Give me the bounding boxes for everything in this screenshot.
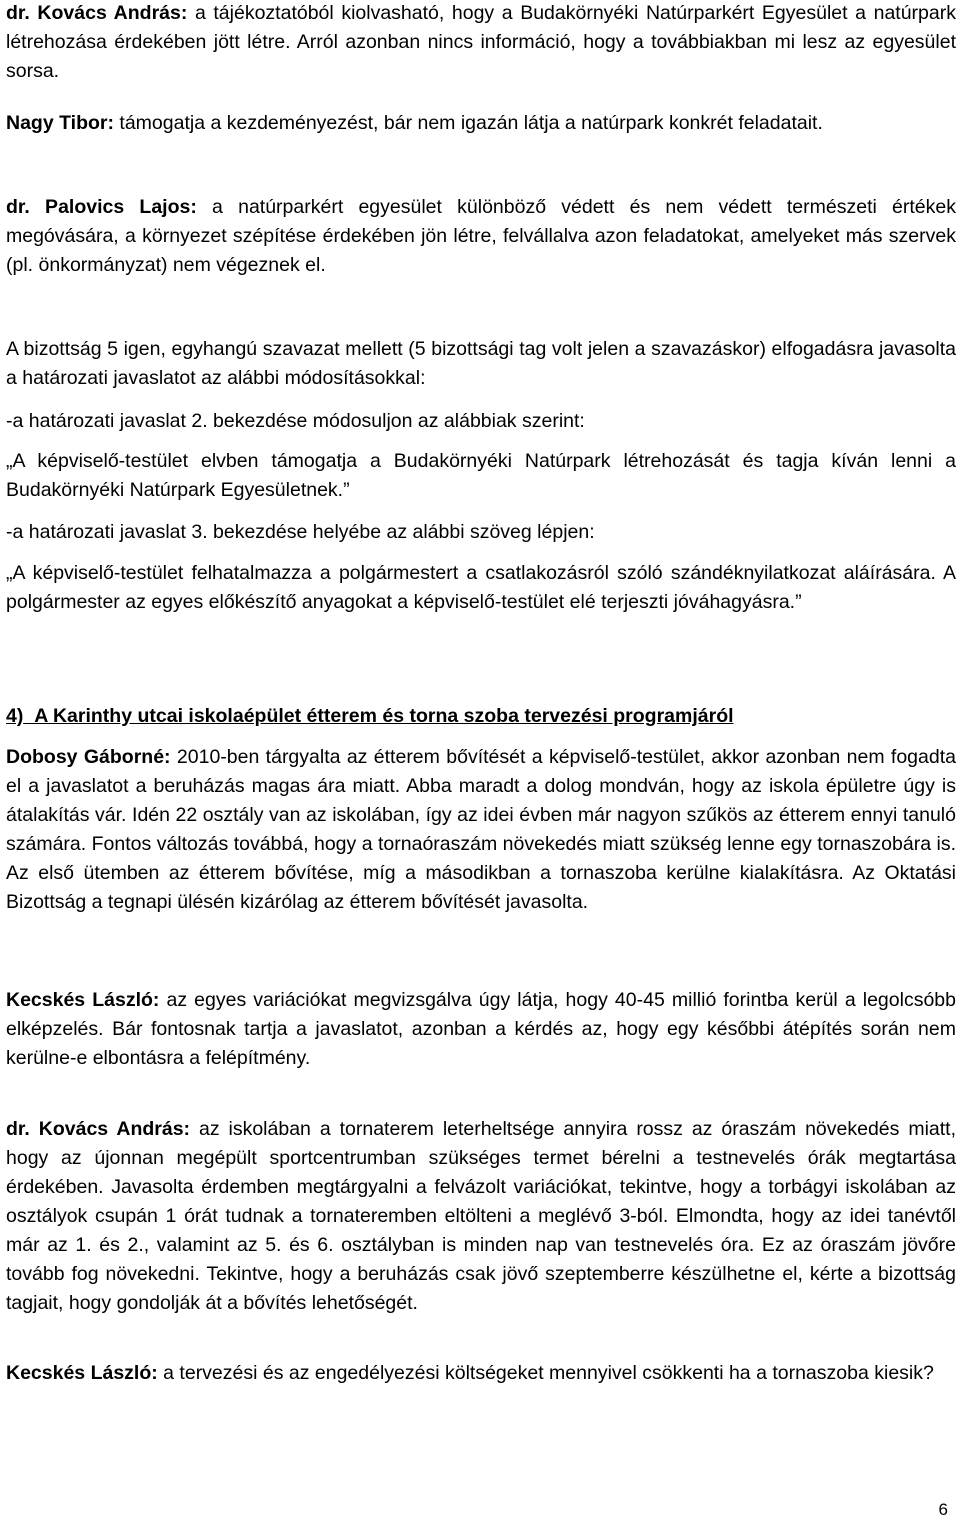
paragraph-text: támogatja a kezdeményezést, bár nem igazán látja a natúrpark konkrét feladatait. xyxy=(113,112,823,134)
paragraph-nagy xyxy=(6,109,956,138)
section-heading xyxy=(6,702,956,731)
paragraph-committee-vote: A bizottság 5 igen, egyhangú szavazat mellett (5 bizottsági tag volt jelen a szavazáskor) elfogadásra javasolta a határozati javaslatot az alábbi módosításokkal: xyxy=(6,338,956,389)
section-title: A Karinthy utcai iskolaépület étterem és torna szoba tervezési programjáról xyxy=(34,705,734,727)
speaker-name: dr. Kovács András: xyxy=(6,1118,191,1140)
paragraph-text: 2010-ben tárgyalta az étterem bővítését a képviselő-testület, akkor azonban nem fogadta el a javaslatot a beruházás magas ára miatt. Abba maradt a dolog mondván, hogy az iskola épületre úgy is átalakítás vár. Idén 22 osztály van az iskolában, így az idei évben már nagyon szűkös az étterem ennyi tanuló számára. Fontos változás továbbá, hogy a tornaóraszám növekedés miatt szükség lenne egy tornaszobára is. Az első ütemben az étterem bővítése, míg a másodikban a tornaszoba kerülne kialakításra. Az Oktatási Bizottság a tegnapi ülésén kizárólag az étterem bővítését javasolta. xyxy=(6,746,956,913)
paragraph-text: a tervezési és az engedélyezési költségeket mennyivel csökkenti ha a tornaszoba kiesik? xyxy=(157,1362,934,1384)
speaker-name: Kecskés László: xyxy=(6,1362,158,1384)
paragraph-text: a natúrparkért egyesület különböző védett és nem védett természeti értékek megóvására, a környezet szépítése érdekében jön létre, felvállalva azon feladatokat, amelyeket más szervek (pl. önkormányzat) nem végeznek el. xyxy=(6,196,956,276)
section-number: 4) xyxy=(6,705,24,727)
paragraph-kecskes-1 xyxy=(6,986,956,1073)
page-number: 6 xyxy=(938,1500,948,1519)
paragraph-kovacs-2 xyxy=(6,1115,956,1318)
paragraph-text: az iskolában a tornaterem leterheltsége annyira rossz az óraszám növekedés miatt, hogy az újonnan megépült sportcentrumban szükséges termet bérelni a testnevelés órák megtartása érdekében. Javasolta érdemben megtárgyalni a felvázolt variációkat, tekintve, hogy a torbágyi iskolában az osztályok csupán 1 órát tudnak a tornateremben eltölteni a meglévő 3-ból. Elmondta, hogy az idei tanévtől már az 1. és 2., valamint az 5. és 6. osztályban is minden nap van testnevelés óra. Ez az óraszám jövőre tovább fog növekedni. Tekintve, hogy a beruházás csak jövő szeptemberre készülhetne el, kérte a bizottság tagjait, hogy gondolják át a bővítés lehetőségét. xyxy=(6,1118,956,1314)
paragraph-dobosy xyxy=(6,743,956,917)
paragraph-amendment-2: -a határozati javaslat 2. bekezdése módosuljon az alábbiak szerint: xyxy=(6,410,585,432)
speaker-name: Dobosy Gáborné: xyxy=(6,746,171,768)
speaker-name: Kecskés László: xyxy=(6,989,160,1011)
speaker-name: dr. Palovics Lajos: xyxy=(6,196,197,218)
speaker-name: dr. Kovács András: xyxy=(6,2,188,24)
paragraph-quote-3: „A képviselő-testület felhatalmazza a polgármestert a csatlakozásról szóló szándéknyilatkozat aláírására. A polgármester az egyes előkészítő anyagokat a képviselő-testület elé terjeszti jóváhagyásra.” xyxy=(6,562,956,613)
paragraph-amendment-3: -a határozati javaslat 3. bekezdése helyébe az alábbi szöveg lépjen: xyxy=(6,521,595,543)
paragraph-quote-2: „A képviselő-testület elvben támogatja a Budakörnyéki Natúrpark létrehozását és tagja kíván lenni a Budakörnyéki Natúrpark Egyesületnek.” xyxy=(6,450,956,501)
paragraph-kovacs-1 xyxy=(6,0,956,86)
paragraph-kecskes-2 xyxy=(6,1359,956,1388)
paragraph-text: az egyes variációkat megvizsgálva úgy látja, hogy 40-45 millió forintba kerül a legolcsóbb elképzelés. Bár fontosnak tartja a javaslatot, azonban a kérdés az, hogy egy későbbi átépítés során nem kerülne-e elbontásra a felépítmény. xyxy=(6,989,956,1069)
paragraph-palovics xyxy=(6,193,956,280)
speaker-name: Nagy Tibor: xyxy=(6,112,114,134)
paragraph-text: a tájékoztatóból kiolvasható, hogy a Budakörnyéki Natúrparkért Egyesület a natúrpark létrehozása érdekében jött létre. Arról azonban nincs információ, hogy a továbbiakban mi lesz az egyesület sorsa. xyxy=(6,2,956,82)
